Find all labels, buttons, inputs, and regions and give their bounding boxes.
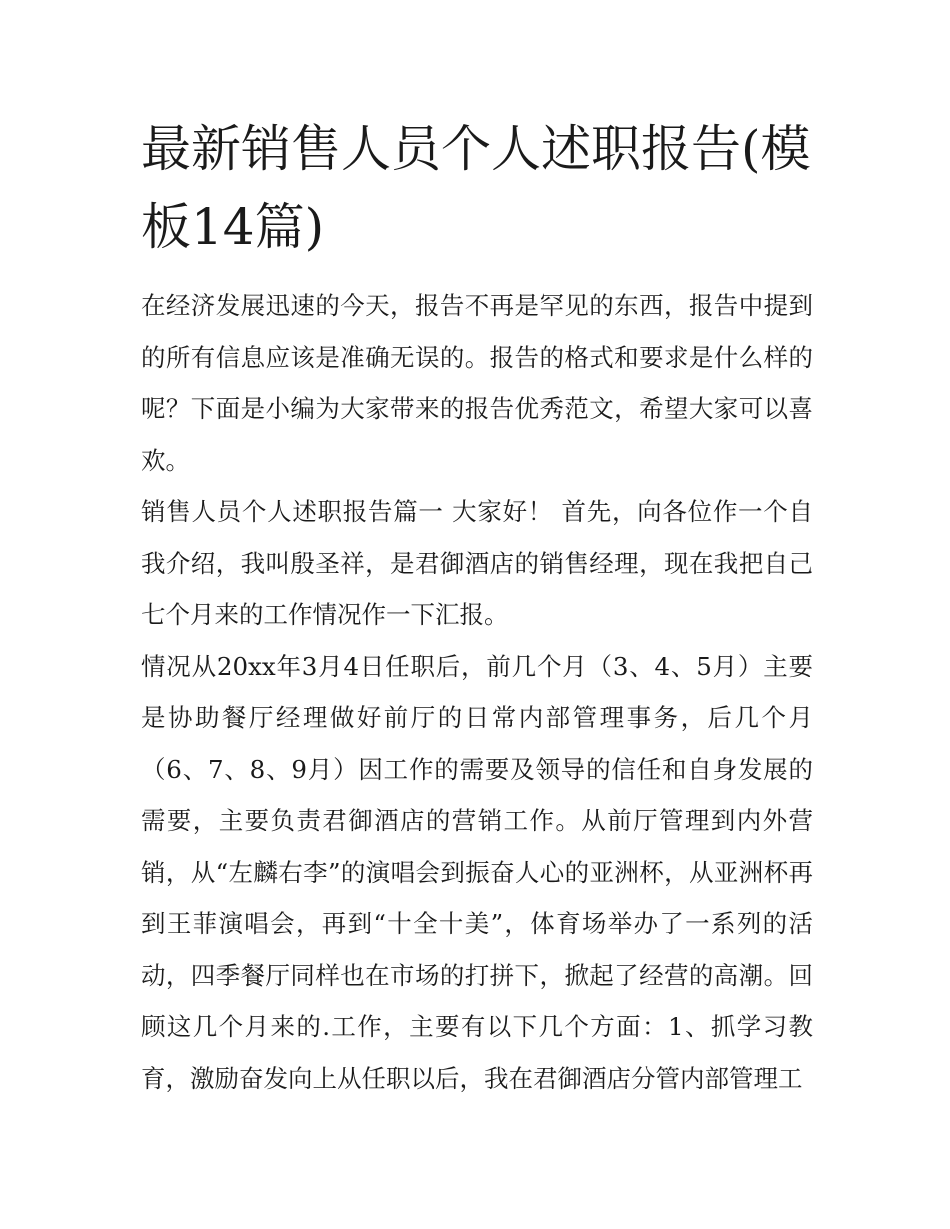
document-body [141,110,813,1104]
work-summary-paragraph: 情况从20xx年3月4日任职后，前几个月（3、4、5月）主要是协助餐厅经理做好前厅的日常内部管理事务，后几个月（6、7、8、9月）因工作的需要及领导的信任和自身发展的需要，主要负责君御酒店的营销工作。从前厅管理到内外营销，从“左麟右李”的演唱会到振奋人心的亚洲杯，从亚洲杯再到王菲演唱会，再到“十全十美”，体育场举办了一系列的活动，四季餐厅同样也在市场的打拼下，掀起了经营的高潮。回顾这几个月来的.工作，主要有以下几个方面：1、抓学习教育，激励奋发向上从任职以后，我在君御酒店分管内部管理工 [141,651,813,1093]
document-title: 最新销售人员个人述职报告(模板14篇) [141,120,811,256]
greeting-paragraph: 销售人员个人述职报告篇一 大家好！ 首先，向各位作一个自我介绍，我叫殷圣祥，是君御酒店的销售经理，现在我把自己七个月来的工作情况作一下汇报。 [141,497,813,629]
intro-paragraph: 在经济发展迅速的今天，报告不再是罕见的东西，报告中提到的所有信息应该是准确无误的。报告的格式和要求是什么样的呢？下面是小编为大家带来的报告优秀范文，希望大家可以喜欢。 [141,291,813,475]
